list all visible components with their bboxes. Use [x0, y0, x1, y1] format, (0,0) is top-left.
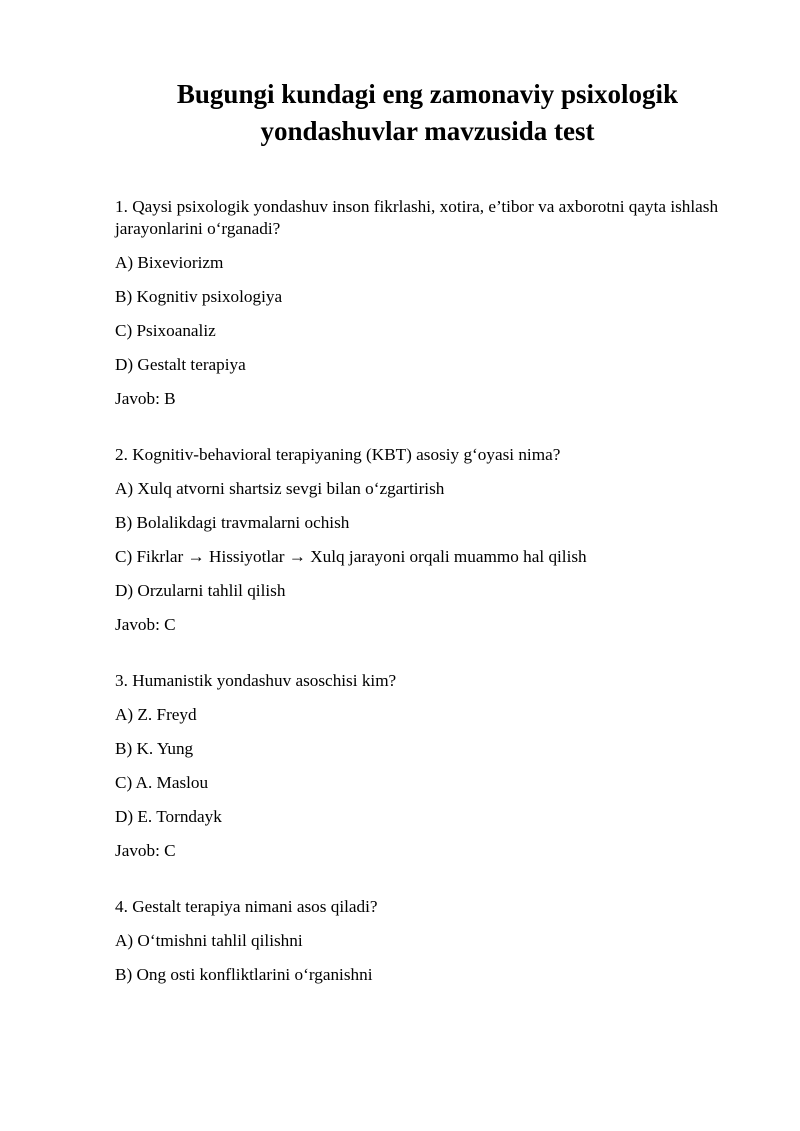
- option-d: D) Gestalt terapiya: [115, 355, 246, 374]
- option-a: A) O‘tmishni tahlil qilishni: [115, 931, 303, 950]
- option-b: B) Bolalikdagi travmalarni ochish: [115, 513, 350, 532]
- option-a: A) Xulq atvorni shartsiz sevgi bilan o‘zgartirish: [115, 479, 445, 498]
- question-text: 3. Humanistik yondashuv asoschisi kim?: [115, 671, 397, 690]
- answer-key: Javob: B: [115, 389, 176, 408]
- document-title: [115, 76, 740, 150]
- option-d: D) E. Torndayk: [115, 807, 222, 826]
- title-line-1: Bugungi kundagi eng zamonaviy psixologik: [176, 79, 679, 109]
- answer-key: Javob: C: [115, 615, 176, 634]
- question-text: 1. Qaysi psixologik yondashuv inson fikrlashi, xotira, e’tibor va axborotni qayta ishlash jarayonlarini o‘rganadi?: [115, 197, 719, 238]
- question-4: [115, 896, 730, 986]
- question-2: [115, 444, 730, 636]
- option-a: A) Bixeviorizm: [115, 253, 224, 272]
- option-b: B) Ong osti konfliktlarini o‘rganishni: [115, 965, 373, 984]
- option-c: C) Fikrlar → Hissiyotlar → Xulq jarayoni orqali muammo hal qilish: [115, 547, 587, 566]
- answer-key: Javob: C: [115, 841, 176, 860]
- question-3: [115, 670, 730, 862]
- option-b: B) K. Yung: [115, 739, 194, 758]
- option-d: D) Orzularni tahlil qilish: [115, 581, 286, 600]
- title-line-2: yondashuvlar mavzusida test: [260, 116, 595, 146]
- option-c: C) A. Maslou: [115, 773, 209, 792]
- question-list: [115, 196, 730, 998]
- question-1: [115, 196, 730, 410]
- option-b: B) Kognitiv psixologiya: [115, 287, 283, 306]
- question-text: 2. Kognitiv-behavioral terapiyaning (KBT) asosiy g‘oyasi nima?: [115, 445, 561, 464]
- option-c: C) Psixoanaliz: [115, 321, 216, 340]
- question-text: 4. Gestalt terapiya nimani asos qiladi?: [115, 897, 378, 916]
- option-a: A) Z. Freyd: [115, 705, 197, 724]
